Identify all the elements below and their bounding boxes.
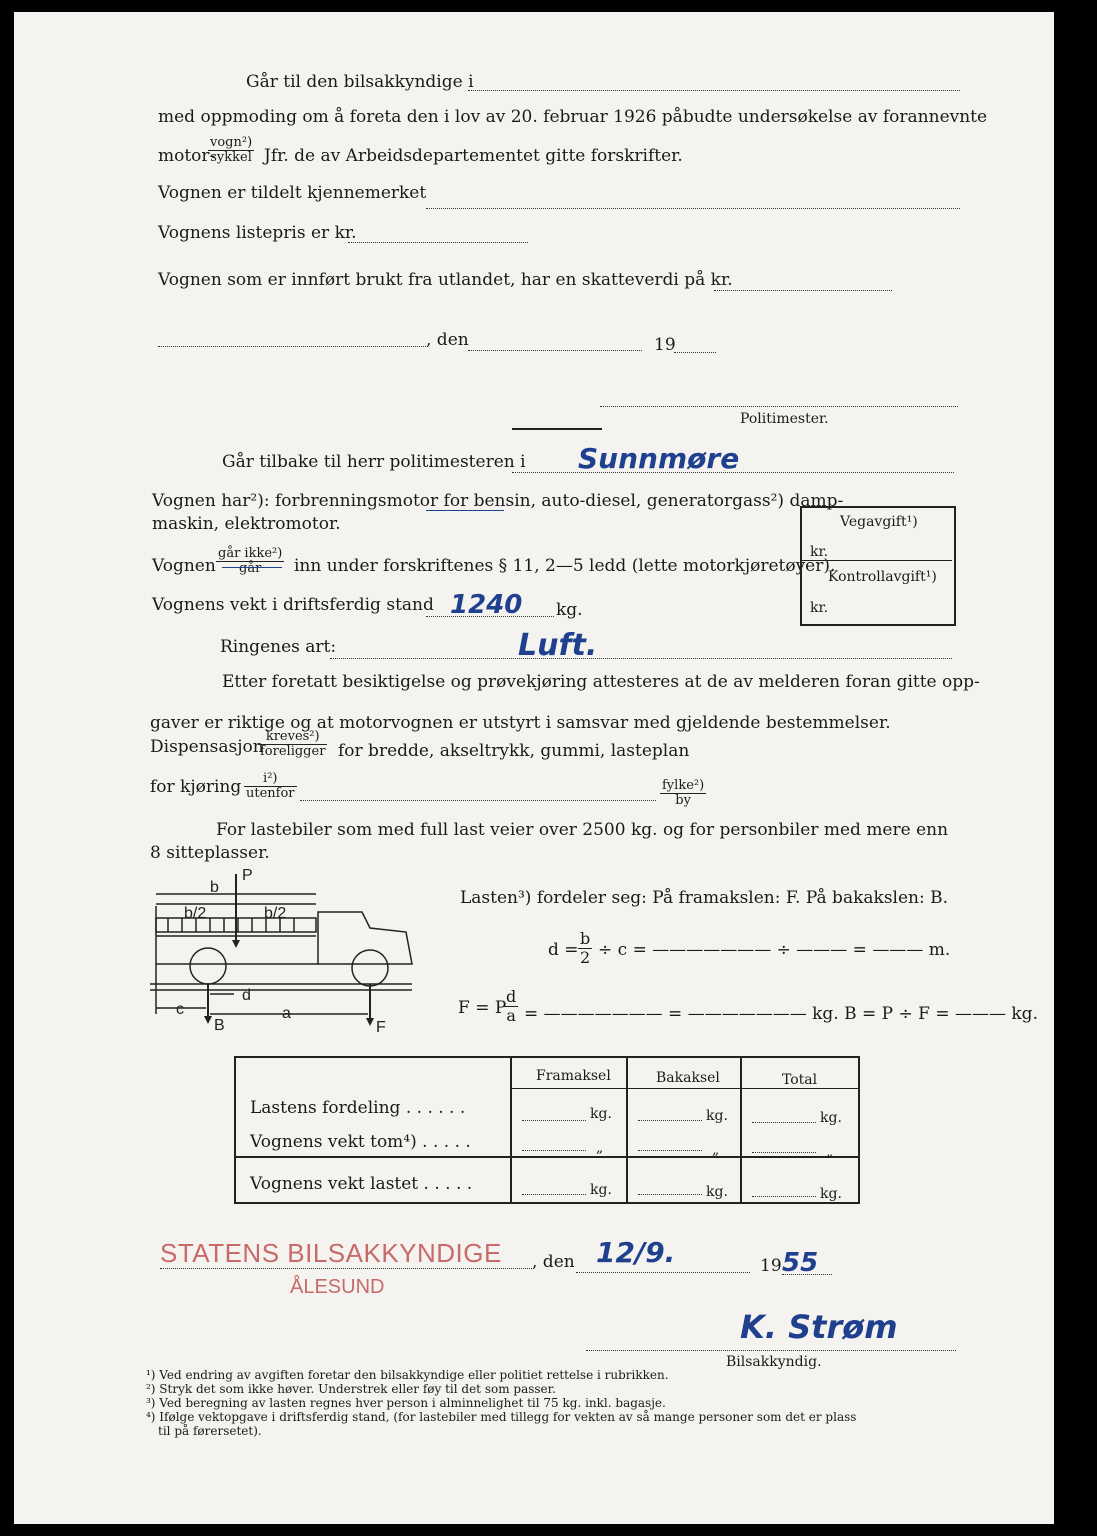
goes-prefix: Vognen <box>152 556 216 576</box>
drive-label: for kjøring <box>150 777 242 797</box>
fee-divider <box>802 560 952 561</box>
diagram-front-wheel <box>352 950 388 986</box>
goes-fraction <box>216 547 284 576</box>
motor-num: vogn²) <box>210 135 253 150</box>
table-cell-field[interactable] <box>638 1150 702 1151</box>
drive-field[interactable] <box>300 800 656 801</box>
table-cell-field[interactable] <box>752 1196 816 1197</box>
place-field[interactable] <box>158 346 426 347</box>
table-cell-field[interactable] <box>522 1120 586 1121</box>
county-num: fylke²) <box>662 778 705 793</box>
table-col-line-3 <box>740 1058 742 1202</box>
list-price-field[interactable] <box>348 242 528 243</box>
diagram-label-d: d <box>242 987 251 1004</box>
handwritten-date: 12/9. <box>596 1236 676 1269</box>
table-cell-field[interactable] <box>752 1152 816 1153</box>
load-diagram <box>150 866 430 1036</box>
table-row-label: Vognens vekt lastet . . . . . <box>250 1174 473 1194</box>
signature-den: , den <box>532 1252 575 1272</box>
stamp-line-2: ÅLESUND <box>290 1276 385 1298</box>
underline-gaar <box>222 567 282 568</box>
dispensation-den: foreligger <box>260 744 326 759</box>
diagram-cab <box>318 912 412 964</box>
stamp-place-field[interactable] <box>160 1268 532 1269</box>
section-divider <box>512 428 602 430</box>
handwritten-signature: K. Strøm <box>740 1308 898 1346</box>
attest-line-1: Etter foretatt besiktigelse og prøvekjøring attesteres at de av melderen foran gitte opp- <box>222 672 980 692</box>
stamp-line-1: STATENS BILSAKKYNDIGE <box>160 1238 502 1268</box>
handwritten-district: Sunnmøre <box>578 442 740 475</box>
dispensation-num: kreves²) <box>258 730 327 745</box>
kontrollavgift-label: Kontrollavgift¹) <box>828 569 937 585</box>
f-formula-rest: = ——————— = ——————— kg. B = P ÷ F = ——— kg. <box>524 1004 1038 1024</box>
table-header-front: Framaksel <box>536 1068 611 1084</box>
county-den: by <box>675 793 691 808</box>
footnote-4-cont: til på førersetet). <box>158 1424 262 1438</box>
diagram-label-b2-right: b/2 <box>264 905 287 922</box>
dispensation-label: Dispensasjon <box>150 737 264 757</box>
drive-den: utenfor <box>246 786 295 801</box>
diagram-rear-wheel <box>190 948 226 984</box>
f-formula-num: d <box>506 987 517 1006</box>
table-col-line-2 <box>626 1058 628 1202</box>
goes-num: går ikke²) <box>218 546 283 561</box>
diagram-label-c: c <box>176 1001 184 1018</box>
vegavgift-kr: kr. <box>810 544 829 560</box>
table-cell-unit: kg. <box>590 1106 612 1122</box>
drive-fraction <box>244 772 297 801</box>
motor-fraction <box>208 136 254 165</box>
d-formula-fraction <box>578 930 592 967</box>
date-year-prefix: 19 <box>654 335 676 355</box>
underline-bensin <box>426 510 504 511</box>
table-header-rear: Bakaksel <box>656 1070 720 1086</box>
diagram-label-P: P <box>242 867 253 884</box>
goes-to-label: Går til den bilsakkyndige i <box>246 72 474 92</box>
goes-suffix: inn under forskriftenes § 11, 2—5 ledd (lette motorkjøretøyer). <box>294 556 836 576</box>
table-cell-unit: kg. <box>706 1108 728 1124</box>
weight-label: Vognens vekt i driftsferdig stand <box>152 595 434 615</box>
engine-line-1: Vognen har²): forbrenningsmotor for bensin, auto-diesel, generatorgass²) damp- <box>152 491 844 511</box>
request-line: med oppmoding om å foreta den i lov av 20. februar 1926 påbudte undersøkelse av forannevnte <box>158 107 988 127</box>
date-field[interactable] <box>468 350 642 351</box>
tyres-label: Ringenes art: <box>220 637 337 657</box>
handwritten-weight: 1240 <box>450 590 523 620</box>
handwritten-year: 55 <box>782 1248 819 1278</box>
table-cell-unit: kg. <box>820 1186 842 1202</box>
handwritten-tyres: Luft. <box>518 628 598 663</box>
load-distribution-text: Lasten³) fordeler seg: På framakslen: F. På bakakslen: B. <box>460 888 949 908</box>
f-formula-fraction <box>504 988 518 1025</box>
return-label: Går tilbake til herr politimesteren i <box>222 452 526 472</box>
kontrollavgift-kr: kr. <box>810 600 829 616</box>
table-cell-field[interactable] <box>752 1122 816 1123</box>
plate-field[interactable] <box>426 208 960 209</box>
d-formula-lhs: d = <box>548 940 579 960</box>
date-den: , den <box>426 330 469 350</box>
table-row-label: Lastens fordeling . . . . . . <box>250 1098 466 1118</box>
attest-line-2: gaver er riktige og at motorvognen er utstyrt i samsvar med gjeldende bestemmelser. <box>150 713 891 733</box>
d-formula-den: 2 <box>580 948 591 967</box>
f-formula-lhs: F = P <box>458 998 507 1018</box>
politimester-signature-field[interactable] <box>600 406 958 407</box>
drive-num: i²) <box>244 772 297 787</box>
table-cell-field[interactable] <box>638 1120 702 1121</box>
table-cell-field[interactable] <box>522 1150 586 1151</box>
footnote-2: ²) Stryk det som ikke høver. Understrek eller føy til det som passer. <box>146 1382 556 1396</box>
goes-to-field[interactable] <box>468 90 960 91</box>
motor-prefix: motor- <box>158 146 216 166</box>
table-header-total: Total <box>782 1072 818 1088</box>
diagram-label-a: a <box>282 1005 291 1022</box>
motor-den: sykkel <box>210 150 252 165</box>
politimester-label: Politimester. <box>740 411 829 427</box>
table-cell-ditto: „ <box>712 1142 720 1158</box>
diagram-label-b: b <box>210 879 219 896</box>
inspector-signature-field[interactable] <box>586 1350 956 1351</box>
signature-year-prefix: 19 <box>760 1256 782 1276</box>
table-cell-field[interactable] <box>638 1194 702 1195</box>
diagram-label-B: B <box>214 1017 225 1034</box>
table-col-line-1 <box>510 1058 512 1202</box>
table-total-rule <box>236 1156 858 1158</box>
dispensation-suffix: for bredde, akseltrykk, gummi, lasteplan <box>338 741 690 761</box>
d-formula-num: b <box>580 929 591 948</box>
trucks-line-2: 8 sitteplasser. <box>150 843 270 863</box>
county-fraction <box>660 779 706 808</box>
table-cell-ditto: „ <box>826 1144 834 1160</box>
import-value-field[interactable] <box>714 290 892 291</box>
footnote-1: ¹) Ved endring av avgiften foretar den bilsakkyndige eller politiet rettelse i rubrikken. <box>146 1368 669 1382</box>
f-formula-den: a <box>506 1006 516 1025</box>
regulations-text: Jfr. de av Arbeidsdepartementet gitte forskrifter. <box>264 146 683 166</box>
inspector-role: Bilsakkyndig. <box>726 1354 822 1370</box>
engine-line-2: maskin, elektromotor. <box>152 514 341 534</box>
list-price-label: Vognens listepris er kr. <box>158 223 357 243</box>
table-cell-unit: kg. <box>590 1182 612 1198</box>
year-field[interactable] <box>674 352 716 353</box>
table-row-label: Vognens vekt tom⁴) . . . . . <box>250 1132 471 1152</box>
vegavgift-label: Vegavgift¹) <box>840 514 918 530</box>
footnote-3: ³) Ved beregning av lasten regnes hver person i alminnelighet til 75 kg. inkl. bagasje. <box>146 1396 666 1410</box>
d-formula-rest: ÷ c = ——————— ÷ ——— = ——— m. <box>598 940 951 960</box>
diagram-label-b2-left: b/2 <box>184 905 207 922</box>
goes-den: går <box>239 561 262 576</box>
weight-unit: kg. <box>556 600 583 620</box>
table-cell-ditto: „ <box>596 1140 604 1156</box>
tyres-field[interactable] <box>330 658 952 659</box>
plate-label: Vognen er tildelt kjennemerket <box>158 183 427 203</box>
table-cell-unit: kg. <box>706 1184 728 1200</box>
trucks-line-1: For lastebiler som med full last veier over 2500 kg. og for personbiler med mere enn <box>216 820 949 840</box>
import-label: Vognen som er innført brukt fra utlandet, har en skatteverdi på kr. <box>158 270 733 290</box>
table-cell-unit: kg. <box>820 1110 842 1126</box>
signature-date-field[interactable] <box>576 1272 750 1273</box>
diagram-label-F: F <box>376 1019 386 1036</box>
table-cell-field[interactable] <box>522 1194 586 1195</box>
dispensation-fraction <box>258 730 327 759</box>
footnote-4: ⁴) Ifølge vektopgave i driftsferdig stand, (for lastebiler med tillegg for vekten av så mange personer som det er plass <box>146 1410 857 1424</box>
